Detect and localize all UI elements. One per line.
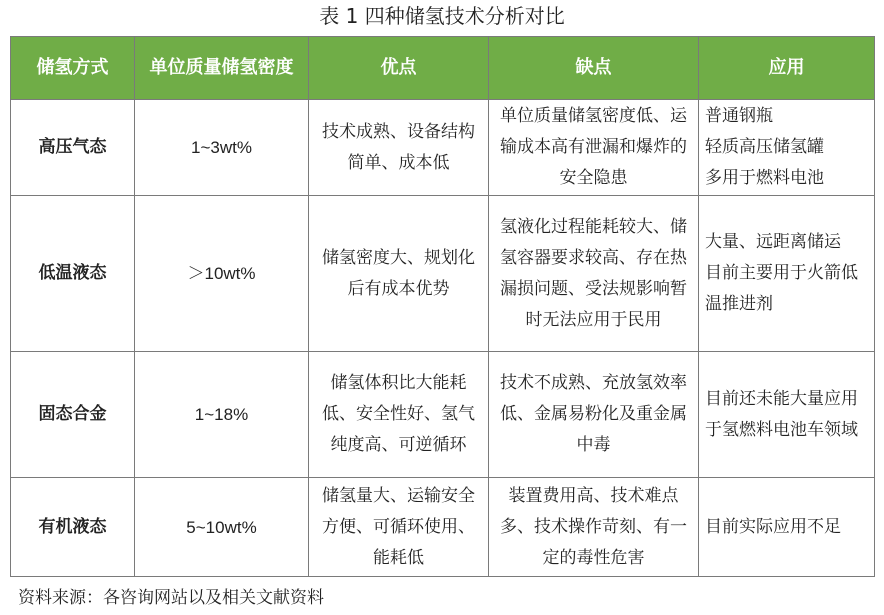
header-cons: 缺点 — [489, 37, 699, 100]
cons-cell: 氢液化过程能耗较大、储氢容器要求较高、存在热漏损问题、受法规影响暂时无法应用于民用 — [489, 196, 699, 352]
pros-cell: 技术成熟、设备结构简单、成本低 — [309, 100, 489, 196]
method-cell: 有机液态 — [11, 478, 135, 577]
density-cell: ＞10wt% — [135, 196, 309, 352]
table-row — [11, 478, 875, 577]
pros-cell: 储氢密度大、规划化后有成本优势 — [309, 196, 489, 352]
pros-cell: 储氢体积比大能耗低、安全性好、氢气纯度高、可逆循环 — [309, 352, 489, 478]
density-cell: 5~10wt% — [135, 478, 309, 577]
method-cell: 低温液态 — [11, 196, 135, 352]
cons-cell: 单位质量储氢密度低、运输成本高有泄漏和爆炸的安全隐患 — [489, 100, 699, 196]
application-line: 普通钢瓶 — [705, 106, 773, 126]
method-cell: 高压气态 — [11, 100, 135, 196]
application-line: 目前实际应用不足 — [705, 516, 841, 537]
hydrogen-storage-comparison-table — [10, 36, 875, 577]
cons-cell: 技术不成熟、充放氢效率低、金属易粉化及重金属中毒 — [489, 352, 699, 478]
table-row — [11, 100, 875, 196]
application-cell — [699, 100, 875, 196]
pros-cell: 储氢量大、运输安全方便、可循环使用、能耗低 — [309, 478, 489, 577]
table-row — [11, 196, 875, 352]
header-row — [11, 37, 875, 100]
application-cell — [699, 352, 875, 478]
header-density: 单位质量储氢密度 — [135, 37, 309, 100]
table-row — [11, 352, 875, 478]
method-cell: 固态合金 — [11, 352, 135, 478]
source-note: 资料来源：各咨询网站以及相关文献资料 — [18, 588, 324, 608]
header-pros: 优点 — [309, 37, 489, 100]
header-application: 应用 — [699, 37, 875, 100]
application-line: 目前还未能大量应用于氢燃料电池车领域 — [705, 388, 858, 440]
application-cell — [699, 478, 875, 577]
application-line: 大量、远距离储运 — [705, 232, 841, 252]
density-cell: 1~3wt% — [135, 100, 309, 196]
header-method: 储氢方式 — [11, 37, 135, 100]
application-line: 轻质高压储氢罐 — [705, 137, 824, 157]
density-cell: 1~18% — [135, 352, 309, 478]
table-caption: 表 1 四种储氢技术分析对比 — [319, 4, 565, 28]
application-line: 目前主要用于火箭低温推进剂 — [705, 263, 858, 314]
application-line: 多用于燃料电池 — [705, 168, 824, 188]
application-cell — [699, 196, 875, 352]
cons-cell: 装置费用高、技术难点多、技术操作苛刻、有一定的毒性危害 — [489, 478, 699, 577]
